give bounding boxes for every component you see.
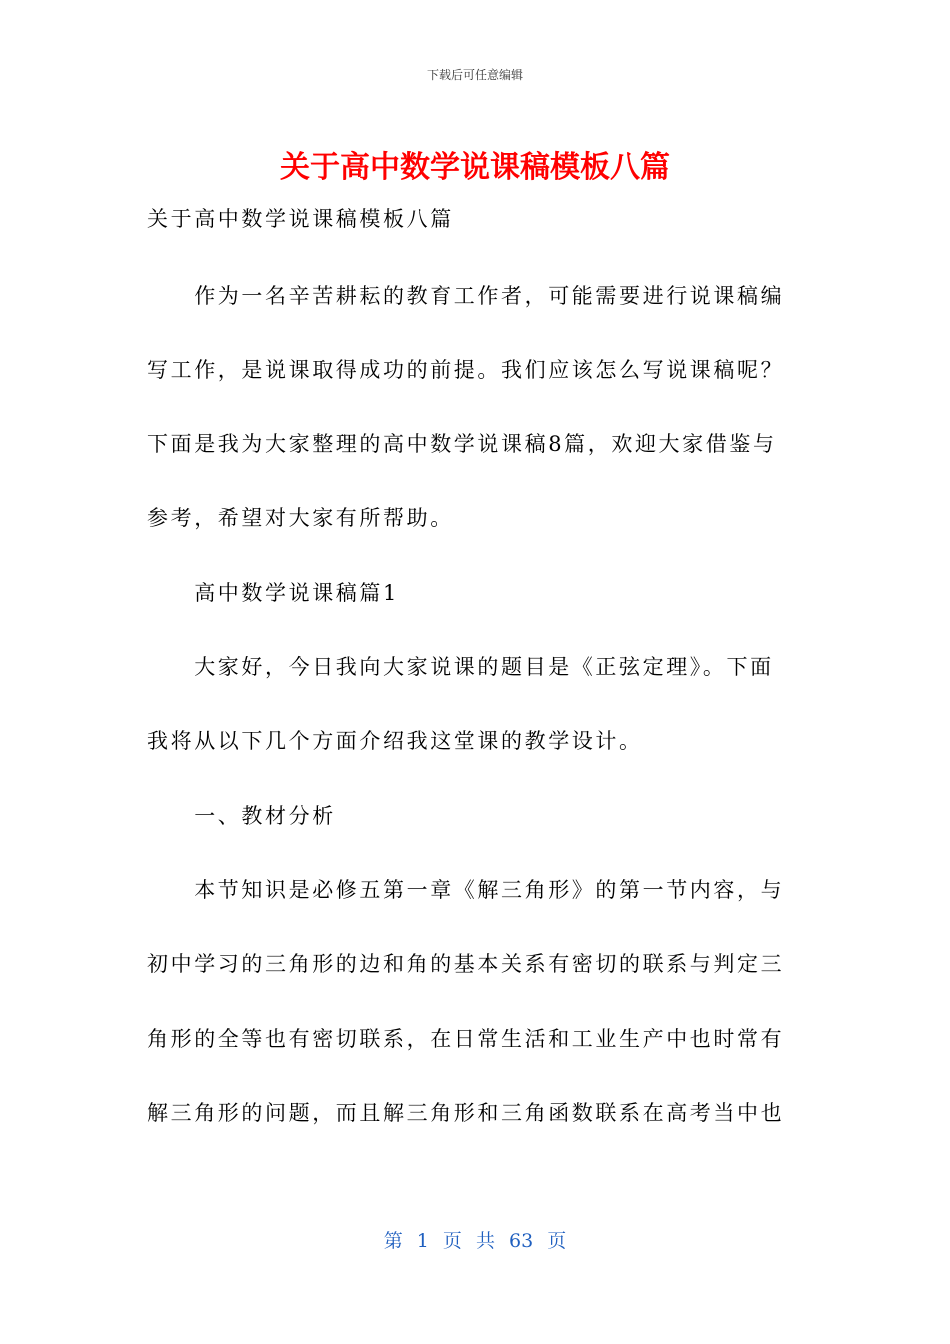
page-number: 第 1 页 共 63 页 — [383, 1230, 567, 1252]
document-title: 关于高中数学说课稿模板八篇 — [280, 150, 670, 185]
body-line-subtitle: 关于高中数学说课稿模板八篇 — [147, 207, 454, 231]
body-line: 下面是我为大家整理的高中数学说课稿8篇，欢迎大家借鉴与 — [147, 432, 777, 456]
body-line: 本节知识是必修五第一章《解三角形》的第一节内容，与 — [147, 878, 785, 902]
body-line: 大家好，今日我向大家说课的题目是《正弦定理》。下面 — [147, 655, 774, 679]
header-note: 下载后可任意编辑 — [426, 68, 523, 82]
body-line: 解三角形的问题，而且解三角形和三角函数联系在高考当中也 — [147, 1101, 785, 1125]
section-heading: 高中数学说课稿篇1 — [147, 581, 399, 605]
body-line: 参考，希望对大家有所帮助。 — [147, 506, 454, 530]
body-line: 写工作，是说课取得成功的前提。我们应该怎么写说课稿呢？ — [147, 358, 785, 382]
body-line: 初中学习的三角形的边和角的基本关系有密切的联系与判定三 — [147, 952, 785, 976]
body-line: 角形的全等也有密切联系，在日常生活和工业生产中也时常有 — [147, 1027, 785, 1051]
body-line: 我将从以下几个方面介绍我这堂课的教学设计。 — [147, 729, 643, 753]
body-line: 作为一名辛苦耕耘的教育工作者，可能需要进行说课稿编 — [147, 284, 785, 308]
section-heading: 一、教材分析 — [147, 804, 336, 828]
